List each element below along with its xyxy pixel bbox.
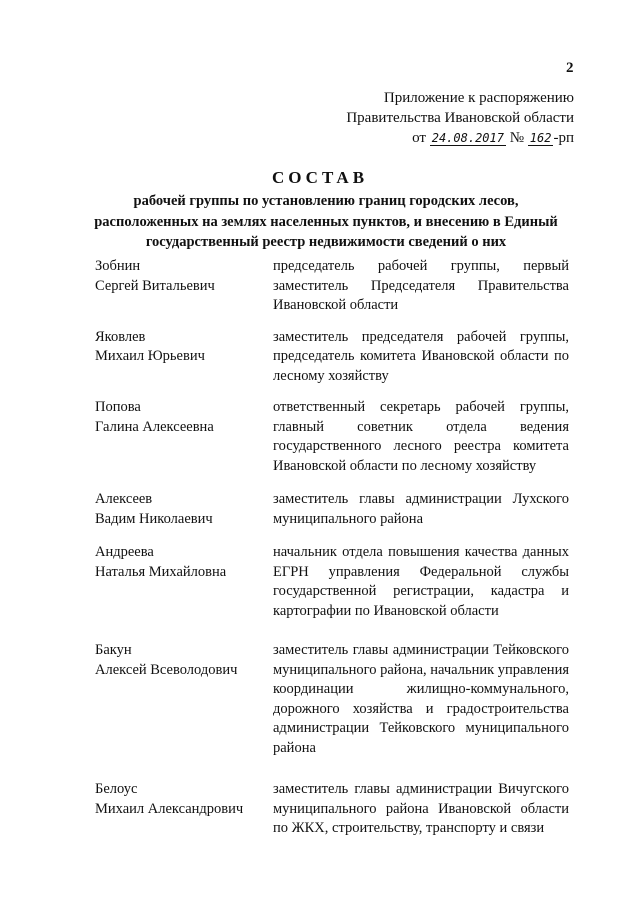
- page-number: 2: [566, 60, 574, 76]
- member-name: [95, 641, 273, 758]
- member-surname: Яковлев: [95, 328, 146, 345]
- member-surname: Зобнин: [95, 258, 141, 274]
- appendix-from: от: [412, 130, 426, 146]
- document-subtitle: рабочей группы по установлению границ городских лесов, расположенных на землях населенных пунктов, и внесению в Единый государственный реестр недвижимости сведений о них: [94, 193, 558, 250]
- member-row: [95, 257, 569, 316]
- member-surname: Бакун: [95, 642, 132, 658]
- member-row: [95, 641, 569, 758]
- document-title: СОСТАВ: [271, 168, 369, 187]
- member-given-name: Вадим Николаевич: [95, 510, 213, 527]
- member-duty: заместитель председателя рабочей группы, председатель комитета Ивановской области по лесному хозяйству: [273, 328, 569, 384]
- member-given-name: Михаил Александрович: [95, 800, 244, 817]
- member-name: [95, 257, 273, 316]
- member-surname: Попова: [95, 399, 141, 415]
- member-row: [95, 398, 569, 476]
- member-name: [95, 328, 273, 387]
- member-given-name: Сергей Витальевич: [95, 277, 215, 294]
- member-duty: председатель рабочей группы, первый заместитель Председателя Правительства Ивановской области: [273, 258, 569, 313]
- number-suffix: -рп: [553, 130, 574, 146]
- member-row: [95, 543, 569, 621]
- handwritten-number: 162: [529, 131, 552, 145]
- member-given-name: Наталья Михайловна: [95, 563, 227, 580]
- member-duty: начальник отдела повышения качества данных ЕГРН управления Федеральной службы государственной регистрации, кадастра и картографии по Ивановской области: [273, 544, 569, 619]
- member-surname: Андреева: [95, 544, 154, 560]
- member-name: [95, 543, 273, 621]
- member-given-name: Алексей Всеволодович: [95, 661, 238, 678]
- appendix-line-3: [346, 128, 574, 148]
- appendix-line-2: Правительства Ивановской области: [346, 110, 574, 126]
- member-duty: заместитель главы администрации Лухского муниципального района: [273, 491, 569, 527]
- member-given-name: Галина Алексеевна: [95, 418, 214, 435]
- member-name: [95, 398, 273, 476]
- member-duty: заместитель главы администрации Вичугского муниципального района Ивановской области по ЖКХ, строительству, транспорту и связи: [273, 781, 569, 836]
- member-row: [95, 328, 569, 387]
- members-list: [95, 257, 569, 839]
- number-sign: №: [509, 130, 525, 146]
- member-name: [95, 490, 273, 529]
- member-duty: ответственный секретарь рабочей группы, главный советник отдела ведения государственного лесного реестра комитета Ивановской области по лесному хозяйству: [273, 399, 569, 474]
- handwritten-date: 24.08.2017: [431, 131, 504, 145]
- member-surname: Алексеев: [95, 491, 153, 507]
- member-duty: заместитель главы администрации Тейковского муниципального района, начальник управления координации жилищно-коммунального, дорожного хозяйства и градостроительства администрации Тейковского муниципального района: [273, 642, 569, 756]
- member-given-name: Михаил Юрьевич: [95, 348, 205, 364]
- member-row: [95, 490, 569, 529]
- member-surname: Белоус: [95, 781, 138, 797]
- member-name: [95, 780, 273, 839]
- appendix-block: [346, 88, 574, 148]
- member-row: [95, 780, 569, 839]
- appendix-line-1: Приложение к распоряжению: [383, 90, 574, 106]
